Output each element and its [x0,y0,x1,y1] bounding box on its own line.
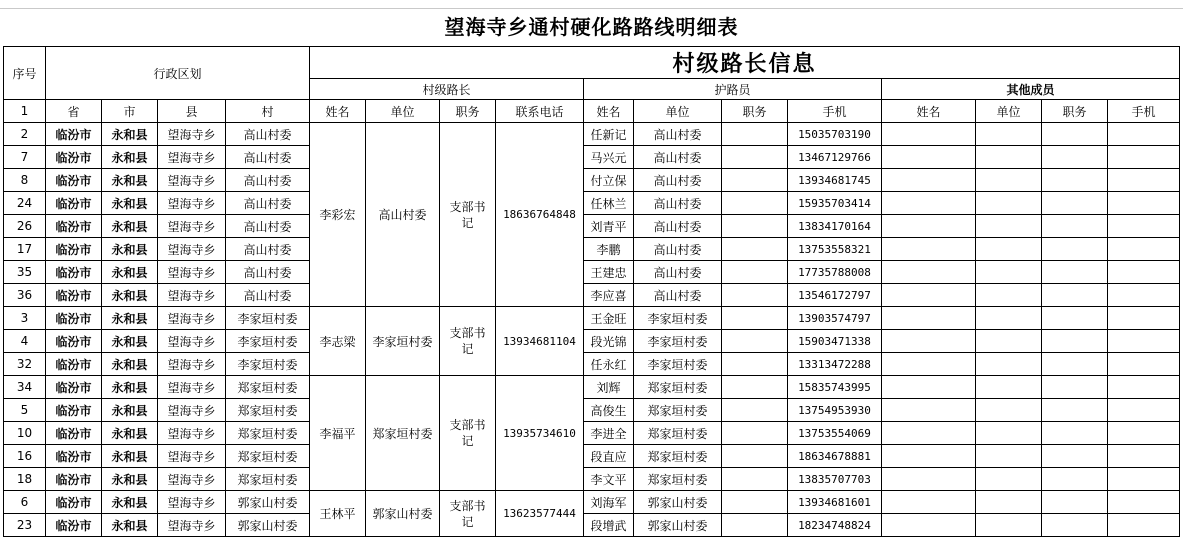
cell-seq: 32 [4,353,46,376]
cell-other-position [1042,192,1108,215]
cell-other-unit [976,376,1042,399]
cell-other-name [882,169,976,192]
cell-city: 永和县 [102,330,158,353]
cell-village: 李家垣村委 [226,307,310,330]
header-guard-unit: 单位 [634,100,722,123]
cell-other-position [1042,284,1108,307]
cell-village: 郑家垣村委 [226,399,310,422]
cell-other-position [1042,422,1108,445]
cell-province: 临汾市 [46,399,102,422]
cell-guard-position [722,146,788,169]
cell-village: 高山村委 [226,215,310,238]
cell-seq: 24 [4,192,46,215]
cell-seq: 10 [4,422,46,445]
cell-guard-unit: 李家垣村委 [634,307,722,330]
cell-county: 望海寺乡 [158,192,226,215]
cell-province: 临汾市 [46,491,102,514]
cell-guard-name: 付立保 [584,169,634,192]
cell-city: 永和县 [102,514,158,537]
cell-village: 郑家垣村委 [226,376,310,399]
cell-other-phone [1108,284,1180,307]
cell-seq: 6 [4,491,46,514]
cell-other-name [882,422,976,445]
cell-chief-unit: 郑家垣村委 [366,376,440,491]
cell-chief-phone: 13935734610 [496,376,584,491]
table-row [4,307,1180,330]
cell-county: 望海寺乡 [158,169,226,192]
cell-other-unit [976,330,1042,353]
cell-village: 郭家山村委 [226,491,310,514]
cell-chief-phone: 13934681104 [496,307,584,376]
cell-other-phone [1108,192,1180,215]
cell-other-position [1042,514,1108,537]
cell-guard-name: 李鹏 [584,238,634,261]
cell-other-position [1042,399,1108,422]
cell-other-name [882,445,976,468]
cell-county: 望海寺乡 [158,399,226,422]
header-village-chief: 村级路长 [310,79,584,100]
cell-guard-phone: 15035703190 [788,123,882,146]
cell-guard-position [722,307,788,330]
cell-seq: 7 [4,146,46,169]
cell-county: 望海寺乡 [158,330,226,353]
header-other-members: 其他成员 [882,79,1180,100]
cell-chief-name: 李彩宏 [310,123,366,307]
cell-other-phone [1108,330,1180,353]
cell-seq: 26 [4,215,46,238]
cell-city: 永和县 [102,399,158,422]
cell-city: 永和县 [102,192,158,215]
table-row [4,376,1180,399]
cell-chief-position: 支部书 记 [440,307,496,376]
cell-guard-phone: 18234748824 [788,514,882,537]
cell-city: 永和县 [102,261,158,284]
cell-other-name [882,468,976,491]
cell-guard-name: 任新记 [584,123,634,146]
header-other-name: 姓名 [882,100,976,123]
cell-guard-position [722,514,788,537]
cell-guard-name: 刘海军 [584,491,634,514]
cell-seq: 2 [4,123,46,146]
cell-county: 望海寺乡 [158,215,226,238]
cell-chief-phone: 13623577444 [496,491,584,537]
cell-guard-name: 李应喜 [584,284,634,307]
cell-other-unit [976,192,1042,215]
cell-county: 望海寺乡 [158,514,226,537]
cell-village: 李家垣村委 [226,330,310,353]
header-guard-position: 职务 [722,100,788,123]
cell-guard-phone: 13934681745 [788,169,882,192]
cell-guard-unit: 郑家垣村委 [634,468,722,491]
cell-city: 永和县 [102,422,158,445]
cell-seq: 17 [4,238,46,261]
cell-other-name [882,399,976,422]
cell-guard-name: 段直应 [584,445,634,468]
cell-chief-name: 李志梁 [310,307,366,376]
cell-other-unit [976,468,1042,491]
cell-guard-name: 李文平 [584,468,634,491]
header-guard-name: 姓名 [584,100,634,123]
cell-other-phone [1108,261,1180,284]
cell-chief-unit: 高山村委 [366,123,440,307]
cell-guard-position [722,376,788,399]
cell-other-position [1042,146,1108,169]
cell-guard-position [722,169,788,192]
cell-other-phone [1108,215,1180,238]
cell-chief-phone: 18636764848 [496,123,584,307]
cell-other-name [882,330,976,353]
cell-guard-name: 王金旺 [584,307,634,330]
cell-county: 望海寺乡 [158,261,226,284]
cell-guard-phone: 13834170164 [788,215,882,238]
cell-province: 临汾市 [46,330,102,353]
cell-guard-unit: 高山村委 [634,284,722,307]
cell-seq: 34 [4,376,46,399]
cell-city: 永和县 [102,445,158,468]
cell-city: 永和县 [102,284,158,307]
cell-other-name [882,123,976,146]
cell-village: 郑家垣村委 [226,445,310,468]
cell-province: 临汾市 [46,376,102,399]
table-row [4,238,1180,261]
cell-other-name [882,514,976,537]
cell-guard-phone: 13934681601 [788,491,882,514]
header-road-guard: 护路员 [584,79,882,100]
cell-guard-position [722,123,788,146]
cell-city: 永和县 [102,376,158,399]
cell-village: 高山村委 [226,123,310,146]
cell-city: 永和县 [102,215,158,238]
table-row [4,169,1180,192]
cell-other-phone [1108,169,1180,192]
cell-guard-name: 李进全 [584,422,634,445]
header-guard-phone: 手机 [788,100,882,123]
cell-province: 临汾市 [46,284,102,307]
cell-province: 临汾市 [46,146,102,169]
header-seq: 序号 [4,47,46,100]
cell-other-phone [1108,422,1180,445]
cell-village: 李家垣村委 [226,353,310,376]
cell-city: 永和县 [102,169,158,192]
cell-guard-phone: 13467129766 [788,146,882,169]
cell-other-unit [976,491,1042,514]
cell-county: 望海寺乡 [158,376,226,399]
cell-guard-position [722,238,788,261]
cell-other-name [882,284,976,307]
table-row [4,468,1180,491]
cell-other-position [1042,330,1108,353]
cell-guard-name: 刘辉 [584,376,634,399]
cell-guard-unit: 高山村委 [634,238,722,261]
cell-guard-unit: 郭家山村委 [634,491,722,514]
cell-other-name [882,491,976,514]
cell-guard-unit: 李家垣村委 [634,330,722,353]
cell-other-name [882,376,976,399]
header-region: 行政区划 [46,47,310,100]
cell-county: 望海寺乡 [158,491,226,514]
cell-city: 永和县 [102,146,158,169]
cell-guard-unit: 高山村委 [634,146,722,169]
cell-guard-phone: 13313472288 [788,353,882,376]
cell-guard-unit: 郑家垣村委 [634,399,722,422]
cell-guard-phone: 13754953930 [788,399,882,422]
cell-other-position [1042,123,1108,146]
cell-other-phone [1108,399,1180,422]
table-row [4,445,1180,468]
cell-other-unit [976,307,1042,330]
header-chief-info: 村级路长信息 [310,47,1180,79]
cell-guard-name: 段增武 [584,514,634,537]
cell-other-phone [1108,146,1180,169]
cell-guard-unit: 高山村委 [634,192,722,215]
cell-other-phone [1108,468,1180,491]
table-row [4,192,1180,215]
header-other-position: 职务 [1042,100,1108,123]
cell-village: 高山村委 [226,146,310,169]
cell-other-position [1042,376,1108,399]
cell-other-position [1042,445,1108,468]
cell-guard-unit: 郑家垣村委 [634,445,722,468]
table-row [4,353,1180,376]
cell-chief-position: 支部书 记 [440,123,496,307]
cell-guard-unit: 李家垣村委 [634,353,722,376]
header-county: 县 [158,100,226,123]
cell-county: 望海寺乡 [158,238,226,261]
cell-village: 高山村委 [226,284,310,307]
cell-city: 永和县 [102,238,158,261]
cell-village: 郑家垣村委 [226,468,310,491]
cell-province: 临汾市 [46,422,102,445]
cell-guard-unit: 高山村委 [634,123,722,146]
cell-city: 永和县 [102,491,158,514]
table-row [4,422,1180,445]
cell-other-unit [976,445,1042,468]
cell-seq: 18 [4,468,46,491]
cell-city: 永和县 [102,123,158,146]
cell-other-name [882,238,976,261]
cell-guard-position [722,422,788,445]
cell-guard-phone: 13753554069 [788,422,882,445]
table-row [4,491,1180,514]
cell-province: 临汾市 [46,123,102,146]
cell-seq: 23 [4,514,46,537]
header-other-phone: 手机 [1108,100,1180,123]
header-other-unit: 单位 [976,100,1042,123]
cell-guard-phone: 13546172797 [788,284,882,307]
cell-seq: 36 [4,284,46,307]
cell-county: 望海寺乡 [158,307,226,330]
cell-chief-name: 王林平 [310,491,366,537]
cell-county: 望海寺乡 [158,353,226,376]
cell-other-unit [976,146,1042,169]
cell-guard-unit: 高山村委 [634,215,722,238]
cell-other-position [1042,238,1108,261]
sheet-title: 望海寺乡通村硬化路路线明细表 [444,15,739,39]
cell-county: 望海寺乡 [158,445,226,468]
cell-other-name [882,215,976,238]
cell-chief-unit: 李家垣村委 [366,307,440,376]
cell-guard-position [722,284,788,307]
cell-other-unit [976,399,1042,422]
cell-county: 望海寺乡 [158,123,226,146]
header-province: 省 [46,100,102,123]
cell-county: 望海寺乡 [158,284,226,307]
cell-other-position [1042,353,1108,376]
cell-other-unit [976,215,1042,238]
cell-other-unit [976,261,1042,284]
cell-province: 临汾市 [46,238,102,261]
cell-village: 郭家山村委 [226,514,310,537]
cell-guard-phone: 18634678881 [788,445,882,468]
cell-other-name [882,353,976,376]
cell-other-phone [1108,514,1180,537]
cell-chief-position: 支部书 记 [440,376,496,491]
cell-other-name [882,261,976,284]
cell-guard-position [722,215,788,238]
cell-province: 临汾市 [46,192,102,215]
cell-guard-name: 段光锦 [584,330,634,353]
header-village: 村 [226,100,310,123]
cell-other-unit [976,353,1042,376]
table-row [4,123,1180,146]
cell-county: 望海寺乡 [158,422,226,445]
table-row [4,215,1180,238]
cell-seq: 5 [4,399,46,422]
cell-village: 高山村委 [226,192,310,215]
cell-county: 望海寺乡 [158,468,226,491]
cell-guard-phone: 13903574797 [788,307,882,330]
table-row [4,399,1180,422]
cell-province: 临汾市 [46,215,102,238]
cell-other-unit [976,284,1042,307]
cell-guard-unit: 郑家垣村委 [634,376,722,399]
cell-other-position [1042,468,1108,491]
cell-guard-unit: 郑家垣村委 [634,422,722,445]
cell-other-phone [1108,307,1180,330]
cell-city: 永和县 [102,307,158,330]
cell-guard-phone: 13835707703 [788,468,882,491]
cell-guard-phone: 13753558321 [788,238,882,261]
cell-other-phone [1108,491,1180,514]
cell-other-name [882,192,976,215]
cell-chief-name: 李福平 [310,376,366,491]
road-table [3,46,1180,537]
cell-county: 望海寺乡 [158,146,226,169]
cell-province: 临汾市 [46,353,102,376]
cell-seq: 16 [4,445,46,468]
cell-other-name [882,307,976,330]
cell-guard-name: 高俊生 [584,399,634,422]
cell-village: 高山村委 [226,261,310,284]
header-row-3 [4,100,1180,123]
cell-guard-unit: 高山村委 [634,169,722,192]
cell-province: 临汾市 [46,514,102,537]
header-chief-contact: 联系电话 [496,100,584,123]
cell-guard-name: 马兴元 [584,146,634,169]
cell-seq: 35 [4,261,46,284]
table-row [4,330,1180,353]
cell-other-unit [976,123,1042,146]
table-row [4,146,1180,169]
header-chief-unit: 单位 [366,100,440,123]
cell-province: 临汾市 [46,307,102,330]
cell-other-position [1042,491,1108,514]
cell-guard-position [722,445,788,468]
cell-other-position [1042,215,1108,238]
cell-other-unit [976,514,1042,537]
cell-guard-unit: 高山村委 [634,261,722,284]
table-row [4,261,1180,284]
cell-seq: 3 [4,307,46,330]
cell-guard-position [722,330,788,353]
cell-province: 临汾市 [46,261,102,284]
cell-other-name [882,146,976,169]
cell-chief-unit: 郭家山村委 [366,491,440,537]
cell-province: 临汾市 [46,169,102,192]
cell-province: 临汾市 [46,468,102,491]
cell-guard-unit: 郭家山村委 [634,514,722,537]
cell-other-phone [1108,376,1180,399]
cell-seq: 4 [4,330,46,353]
cell-other-position [1042,307,1108,330]
cell-other-phone [1108,123,1180,146]
cell-guard-name: 刘青平 [584,215,634,238]
cell-other-unit [976,422,1042,445]
cell-guard-position [722,261,788,284]
cell-guard-phone: 15835743995 [788,376,882,399]
cell-guard-position [722,491,788,514]
cell-guard-phone: 15903471338 [788,330,882,353]
header-city: 市 [102,100,158,123]
cell-guard-name: 任林兰 [584,192,634,215]
table-row [4,514,1180,537]
cell-guard-position [722,468,788,491]
cell-city: 永和县 [102,468,158,491]
cell-village: 高山村委 [226,238,310,261]
cell-other-unit [976,169,1042,192]
table-row [4,284,1180,307]
cell-chief-position: 支部书 记 [440,491,496,537]
cell-other-position [1042,261,1108,284]
cell-guard-phone: 17735788008 [788,261,882,284]
cell-other-phone [1108,445,1180,468]
cell-guard-position [722,353,788,376]
cell-village: 郑家垣村委 [226,422,310,445]
cell-guard-phone: 15935703414 [788,192,882,215]
cell-guard-position [722,192,788,215]
cell-village: 高山村委 [226,169,310,192]
header-chief-name: 姓名 [310,100,366,123]
header-row-number: 1 [4,100,46,123]
header-row-1 [4,47,1180,79]
cell-guard-name: 任永红 [584,353,634,376]
cell-other-unit [976,238,1042,261]
cell-other-position [1042,169,1108,192]
cell-guard-position [722,399,788,422]
header-chief-position: 职务 [440,100,496,123]
cell-guard-name: 王建忠 [584,261,634,284]
cell-other-phone [1108,353,1180,376]
cell-seq: 8 [4,169,46,192]
cell-province: 临汾市 [46,445,102,468]
cell-city: 永和县 [102,353,158,376]
cell-other-phone [1108,238,1180,261]
